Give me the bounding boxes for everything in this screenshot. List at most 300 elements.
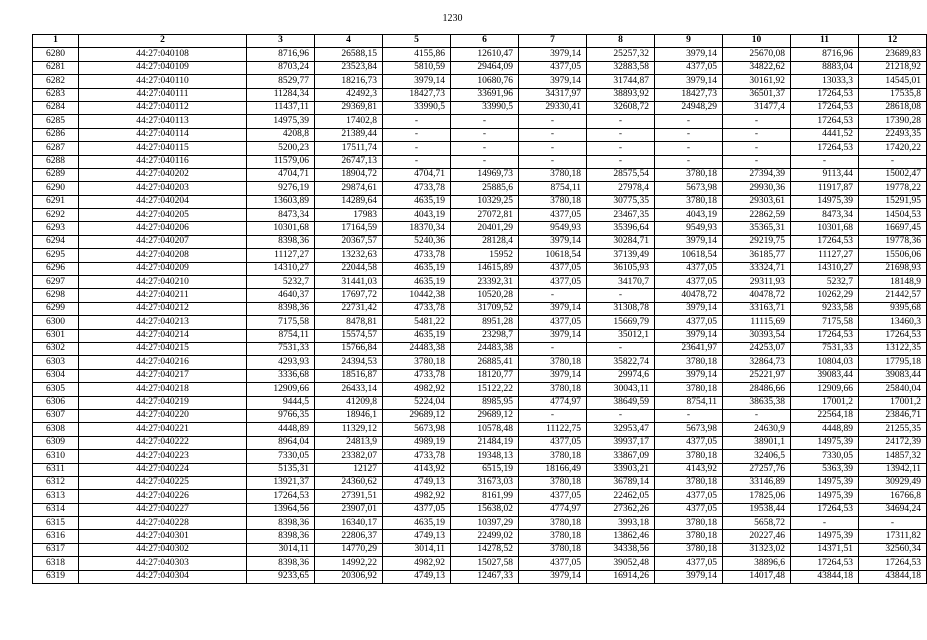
table-cell: 15574,57	[315, 329, 383, 342]
table-cell: 24360,62	[315, 476, 383, 489]
table-cell: 6286	[33, 128, 79, 141]
table-cell: 8398,36	[247, 302, 315, 315]
table-cell: 17264,53	[791, 142, 859, 155]
table-cell: 3780,18	[519, 543, 587, 556]
table-cell: -	[519, 128, 587, 141]
column-header: 6	[451, 35, 519, 48]
column-header: 4	[315, 35, 383, 48]
table-cell: -	[519, 155, 587, 168]
column-header: 3	[247, 35, 315, 48]
table-cell: 4377,05	[519, 209, 587, 222]
table-cell: 6283	[33, 88, 79, 101]
table-cell: 18427,73	[655, 88, 723, 101]
table-cell: 17264,53	[859, 329, 927, 342]
table-cell: 27072,81	[451, 209, 519, 222]
table-cell: 4774,97	[519, 396, 587, 409]
table-cell: 10578,48	[451, 423, 519, 436]
table-cell: 6285	[33, 115, 79, 128]
table-cell: 22493,35	[859, 128, 927, 141]
table-cell: 8964,04	[247, 436, 315, 449]
table-cell: 39083,44	[791, 369, 859, 382]
table-cell: 8716,96	[791, 48, 859, 61]
table-cell: 13942,11	[859, 463, 927, 476]
table-cell: 8398,36	[247, 530, 315, 543]
table-cell: 31673,03	[451, 476, 519, 489]
table-cell: 3979,14	[655, 302, 723, 315]
table-cell: 15638,02	[451, 503, 519, 516]
table-cell: 8703,24	[247, 61, 315, 74]
table-cell: 6297	[33, 276, 79, 289]
table-cell: 29689,12	[451, 409, 519, 422]
table-cell: 44:27:040216	[79, 356, 247, 369]
table-cell: 4377,05	[655, 276, 723, 289]
table-cell: 3979,14	[519, 75, 587, 88]
table-row	[33, 235, 927, 248]
table-row	[33, 128, 927, 141]
table-cell: 16766,8	[859, 490, 927, 503]
table-cell: 4377,05	[519, 262, 587, 275]
table-cell: 44:27:040114	[79, 128, 247, 141]
table-cell: 6305	[33, 383, 79, 396]
table-cell: 35396,64	[587, 222, 655, 235]
table-cell: -	[587, 128, 655, 141]
table-cell: 14857,32	[859, 450, 927, 463]
table-cell: 27362,26	[587, 503, 655, 516]
table-cell: 24483,38	[383, 342, 451, 355]
table-header-row	[33, 35, 927, 48]
table-cell: 5481,22	[383, 316, 451, 329]
table-cell: 11122,75	[519, 423, 587, 436]
table-cell: 44:27:040219	[79, 396, 247, 409]
table-cell: 33867,09	[587, 450, 655, 463]
column-header: 5	[383, 35, 451, 48]
table-cell: 5673,98	[655, 182, 723, 195]
table-cell: -	[655, 409, 723, 422]
table-cell: 14975,39	[791, 195, 859, 208]
table-cell: 42492,3	[315, 88, 383, 101]
table-cell: 17264,53	[247, 490, 315, 503]
column-header: 11	[791, 35, 859, 48]
table-row	[33, 423, 927, 436]
table-cell: 21442,57	[859, 289, 927, 302]
table-cell: 4377,05	[655, 262, 723, 275]
table-cell: 17983	[315, 209, 383, 222]
table-cell: 3780,18	[383, 356, 451, 369]
table-cell: 26433,14	[315, 383, 383, 396]
table-cell: 32608,72	[587, 101, 655, 114]
table-cell: -	[383, 128, 451, 141]
table-cell: 4733,78	[383, 182, 451, 195]
table-cell: 4377,05	[519, 557, 587, 570]
table-cell: 10301,68	[791, 222, 859, 235]
table-row	[33, 155, 927, 168]
table-cell: 32560,34	[859, 543, 927, 556]
table-cell: 8716,96	[247, 48, 315, 61]
table-cell: 17001,2	[859, 396, 927, 409]
table-cell: 17264,53	[791, 235, 859, 248]
table-cell: 24948,29	[655, 101, 723, 114]
table-cell: 18166,49	[519, 463, 587, 476]
table-cell: 9766,35	[247, 409, 315, 422]
table-cell: -	[383, 115, 451, 128]
table-cell: 4448,89	[791, 423, 859, 436]
table-cell: 6317	[33, 543, 79, 556]
table-cell: 11115,69	[723, 316, 791, 329]
table-cell: -	[655, 142, 723, 155]
table-cell: 6310	[33, 450, 79, 463]
table-cell: -	[655, 128, 723, 141]
table-cell: 24813,9	[315, 436, 383, 449]
table-cell: 11329,12	[315, 423, 383, 436]
table-cell: -	[587, 409, 655, 422]
table-cell: 10804,03	[791, 356, 859, 369]
table-cell: 6288	[33, 155, 79, 168]
column-header: 12	[859, 35, 927, 48]
table-cell: 14545,01	[859, 75, 927, 88]
table-cell: 6281	[33, 61, 79, 74]
table-cell: 15291,95	[859, 195, 927, 208]
table-cell: 12467,33	[451, 570, 519, 583]
table-cell: 34822,62	[723, 61, 791, 74]
table-cell: 15002,47	[859, 168, 927, 181]
table-cell: -	[519, 142, 587, 155]
table-cell: 37139,49	[587, 249, 655, 262]
table-cell: 44:27:040223	[79, 450, 247, 463]
table-cell: 6287	[33, 142, 79, 155]
table-row	[33, 302, 927, 315]
table-cell: 3014,11	[247, 543, 315, 556]
table-cell: 4377,05	[655, 557, 723, 570]
page-number: 1230	[442, 13, 463, 24]
data-table	[32, 34, 927, 584]
table-cell: 23689,83	[859, 48, 927, 61]
table-cell: 3014,11	[383, 543, 451, 556]
table-row	[33, 329, 927, 342]
table-cell: 4635,19	[383, 329, 451, 342]
table-cell: -	[587, 155, 655, 168]
table-cell: 30284,71	[587, 235, 655, 248]
table-cell: 8951,28	[451, 316, 519, 329]
table-cell: 13603,89	[247, 195, 315, 208]
table-cell: 14615,89	[451, 262, 519, 275]
table-cell: 5224,04	[383, 396, 451, 409]
table-cell: 4143,92	[655, 463, 723, 476]
table-cell: 3780,18	[519, 517, 587, 530]
table-row	[33, 369, 927, 382]
table-cell: 28575,54	[587, 168, 655, 181]
table-cell: 3780,18	[655, 476, 723, 489]
table-cell: 21255,35	[859, 423, 927, 436]
table-cell: 3979,14	[519, 235, 587, 248]
table-cell: 19348,13	[451, 450, 519, 463]
table-cell: 4982,92	[383, 383, 451, 396]
table-cell: 3979,14	[383, 75, 451, 88]
table-cell: 18216,73	[315, 75, 383, 88]
table-cell: 13921,37	[247, 476, 315, 489]
table-cell: 32953,47	[587, 423, 655, 436]
table-cell: 17825,06	[723, 490, 791, 503]
table-cell: 23298,7	[451, 329, 519, 342]
table-cell: 22462,05	[587, 490, 655, 503]
table-cell: 19538,44	[723, 503, 791, 516]
table-cell: 29874,61	[315, 182, 383, 195]
table-cell: 23523,84	[315, 61, 383, 74]
table-cell: 34317,97	[519, 88, 587, 101]
table-cell: 17264,53	[859, 557, 927, 570]
table-row	[33, 396, 927, 409]
table-row	[33, 276, 927, 289]
table-cell: 38635,38	[723, 396, 791, 409]
table-cell: 17264,53	[791, 88, 859, 101]
table-cell: -	[519, 342, 587, 355]
table-cell: 3979,14	[519, 570, 587, 583]
table-cell: 4989,19	[383, 436, 451, 449]
table-cell: -	[791, 517, 859, 530]
table-cell: 43844,18	[791, 570, 859, 583]
table-cell: 21218,92	[859, 61, 927, 74]
table-cell: 9233,58	[791, 302, 859, 315]
table-cell: 44:27:040209	[79, 262, 247, 275]
table-cell: 38649,59	[587, 396, 655, 409]
table-cell: 44:27:040115	[79, 142, 247, 155]
table-cell: 6318	[33, 557, 79, 570]
table-cell: 43844,18	[859, 570, 927, 583]
table-cell: 22564,18	[791, 409, 859, 422]
table-cell: 38893,92	[587, 88, 655, 101]
table-row	[33, 262, 927, 275]
table-cell: 3979,14	[655, 75, 723, 88]
table-cell: 6319	[33, 570, 79, 583]
table-cell: 44:27:040113	[79, 115, 247, 128]
table-cell: 17264,53	[791, 503, 859, 516]
table-cell: 13964,56	[247, 503, 315, 516]
table-cell: 33990,5	[383, 101, 451, 114]
table-cell: 36789,14	[587, 476, 655, 489]
table-row	[33, 557, 927, 570]
table-row	[33, 383, 927, 396]
table-cell: 20367,57	[315, 235, 383, 248]
table-cell: 13460,3	[859, 316, 927, 329]
table-cell: 44:27:040226	[79, 490, 247, 503]
table-cell: 7175,58	[791, 316, 859, 329]
table-cell: 4982,92	[383, 490, 451, 503]
table-cell: 4043,19	[383, 209, 451, 222]
table-cell: 10262,29	[791, 289, 859, 302]
table-row	[33, 48, 927, 61]
table-cell: 4774,97	[519, 503, 587, 516]
table-cell: 38901,1	[723, 436, 791, 449]
column-header: 8	[587, 35, 655, 48]
table-cell: -	[655, 155, 723, 168]
table-cell: 34170,7	[587, 276, 655, 289]
table-cell: 6312	[33, 476, 79, 489]
table-cell: 22806,37	[315, 530, 383, 543]
table-cell: 11917,87	[791, 182, 859, 195]
table-cell: 9549,93	[655, 222, 723, 235]
table-cell: 13122,35	[859, 342, 927, 355]
table-cell: 3979,14	[519, 329, 587, 342]
table-cell: 18904,72	[315, 168, 383, 181]
table-cell: 5363,39	[791, 463, 859, 476]
table-cell: -	[859, 517, 927, 530]
table-cell: 33163,71	[723, 302, 791, 315]
table-cell: 8161,99	[451, 490, 519, 503]
table-cell: 8754,11	[247, 329, 315, 342]
table-cell: 40478,72	[723, 289, 791, 302]
table-cell: 44:27:040111	[79, 88, 247, 101]
table-cell: 24394,53	[315, 356, 383, 369]
table-cell: 22731,42	[315, 302, 383, 315]
table-cell: 14975,39	[791, 476, 859, 489]
table-cell: 14289,64	[315, 195, 383, 208]
table-row	[33, 195, 927, 208]
table-cell: -	[723, 142, 791, 155]
table-cell: 18370,34	[383, 222, 451, 235]
table-cell: 4377,05	[519, 61, 587, 74]
table-cell: 5200,23	[247, 142, 315, 155]
table-cell: -	[655, 115, 723, 128]
table-cell: 36185,77	[723, 249, 791, 262]
table-cell: 5810,59	[383, 61, 451, 74]
table-cell: 31441,03	[315, 276, 383, 289]
table-cell: 17697,72	[315, 289, 383, 302]
table-cell: 18148,9	[859, 276, 927, 289]
table-cell: 23467,35	[587, 209, 655, 222]
table-cell: 30043,11	[587, 383, 655, 396]
table-cell: 10618,54	[655, 249, 723, 262]
table-cell: -	[519, 409, 587, 422]
table-cell: 27394,39	[723, 168, 791, 181]
table-cell: 5673,98	[655, 423, 723, 436]
table-cell: 25257,32	[587, 48, 655, 61]
table-cell: 39052,48	[587, 557, 655, 570]
table-cell: 4377,05	[519, 276, 587, 289]
table-cell: 44:27:040301	[79, 530, 247, 543]
table-cell: 17311,82	[859, 530, 927, 543]
column-header: 9	[655, 35, 723, 48]
table-cell: 4982,92	[383, 557, 451, 570]
table-cell: 17390,28	[859, 115, 927, 128]
table-cell: 33691,96	[451, 88, 519, 101]
table-cell: 13033,3	[791, 75, 859, 88]
table-cell: 8478,81	[315, 316, 383, 329]
table-cell: 4448,89	[247, 423, 315, 436]
table-cell: 29930,36	[723, 182, 791, 195]
table-cell: 26747,13	[315, 155, 383, 168]
table-cell: 8473,34	[791, 209, 859, 222]
table-cell: 15027,58	[451, 557, 519, 570]
table-cell: 4749,13	[383, 570, 451, 583]
table-cell: 10618,54	[519, 249, 587, 262]
table-cell: 14992,22	[315, 557, 383, 570]
table-cell: 38896,6	[723, 557, 791, 570]
table-cell: 3979,14	[655, 329, 723, 342]
table-row	[33, 88, 927, 101]
table-cell: 10442,38	[383, 289, 451, 302]
table-row	[33, 101, 927, 114]
table-cell: -	[587, 142, 655, 155]
table-cell: 5240,36	[383, 235, 451, 248]
table-cell: 14975,39	[247, 115, 315, 128]
table-cell: 6304	[33, 369, 79, 382]
table-cell: 3780,18	[655, 543, 723, 556]
table-cell: 44:27:040218	[79, 383, 247, 396]
table-cell: 44:27:040228	[79, 517, 247, 530]
table-cell: 10520,28	[451, 289, 519, 302]
table-cell: 10397,29	[451, 517, 519, 530]
table-cell: 27391,51	[315, 490, 383, 503]
table-cell: 27978,4	[587, 182, 655, 195]
table-cell: 30775,35	[587, 195, 655, 208]
table-cell: 6300	[33, 316, 79, 329]
table-row	[33, 182, 927, 195]
column-header: 7	[519, 35, 587, 48]
table-cell: 26885,41	[451, 356, 519, 369]
table-cell: 6308	[33, 423, 79, 436]
table-cell: 5673,98	[383, 423, 451, 436]
table-cell: 6303	[33, 356, 79, 369]
table-cell: 3780,18	[655, 195, 723, 208]
table-cell: 4733,78	[383, 302, 451, 315]
table-row	[33, 570, 927, 583]
table-cell: 3780,18	[519, 450, 587, 463]
table-cell: 28128,4	[451, 235, 519, 248]
table-cell: 3780,18	[519, 168, 587, 181]
table-cell: 44:27:040206	[79, 222, 247, 235]
table-cell: 17264,53	[791, 115, 859, 128]
table-cell: 44:27:040303	[79, 557, 247, 570]
table-cell: 8398,36	[247, 235, 315, 248]
table-cell: 29303,61	[723, 195, 791, 208]
table-cell: 22044,58	[315, 262, 383, 275]
table-cell: 8985,95	[451, 396, 519, 409]
table-cell: 4635,19	[383, 195, 451, 208]
table-cell: 6306	[33, 396, 79, 409]
table-cell: 4377,05	[519, 436, 587, 449]
table-cell: 3780,18	[655, 168, 723, 181]
table-cell: 29311,93	[723, 276, 791, 289]
table-cell: 3780,18	[519, 530, 587, 543]
table-cell: 4733,78	[383, 249, 451, 262]
table-cell: 14310,27	[791, 262, 859, 275]
table-cell: 14504,53	[859, 209, 927, 222]
table-cell: 39083,44	[859, 369, 927, 382]
table-cell: 6313	[33, 490, 79, 503]
table-cell: 9444,5	[247, 396, 315, 409]
table-cell: 15669,79	[587, 316, 655, 329]
table-cell: 14969,73	[451, 168, 519, 181]
table-cell: 18120,77	[451, 369, 519, 382]
table-cell: 14278,52	[451, 543, 519, 556]
table-cell: 3780,18	[519, 476, 587, 489]
table-cell: 6280	[33, 48, 79, 61]
table-cell: 6307	[33, 409, 79, 422]
table-cell: 3979,14	[655, 235, 723, 248]
table-cell: 3979,14	[655, 48, 723, 61]
table-cell: -	[859, 155, 927, 168]
table-cell: 13232,63	[315, 249, 383, 262]
table-cell: 3979,14	[519, 302, 587, 315]
table-cell: 30161,92	[723, 75, 791, 88]
table-cell: -	[451, 128, 519, 141]
column-header: 1	[33, 35, 79, 48]
table-cell: -	[791, 155, 859, 168]
table-cell: 29330,41	[519, 101, 587, 114]
table-row	[33, 142, 927, 155]
table-cell: 8883,04	[791, 61, 859, 74]
table-cell: 7330,05	[791, 450, 859, 463]
table-cell: 15766,84	[315, 342, 383, 355]
